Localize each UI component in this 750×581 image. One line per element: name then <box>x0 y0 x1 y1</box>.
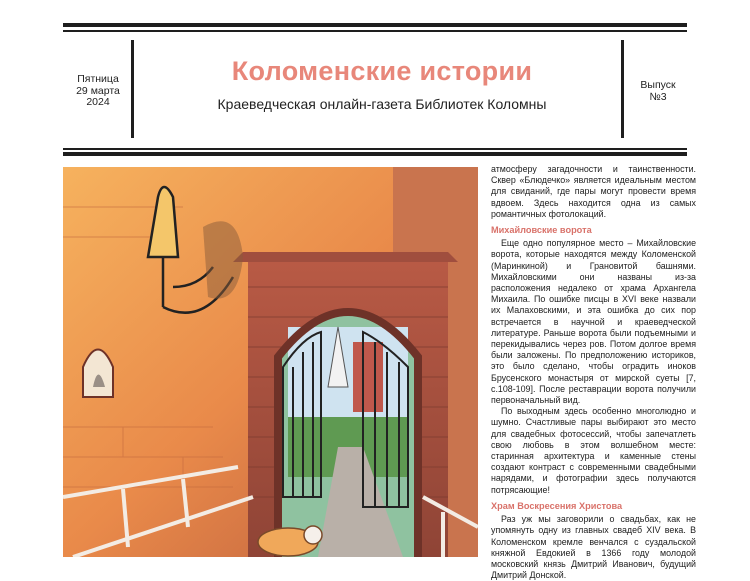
section1-paragraph-1: Еще одно популярное место – Михайловские ворота, которые находятся между Коломенской (Маринкиной) и Грановитой башнями. Михайловскими они названы из-за расположения недалеко от храма Архангела Михаила. По ошибке писцы в XVI веке назвали их Малаховскими, и эта ошибка до сих пор встречается в научной и краеведческой литературе. Раньше ворота были подъемными и перекидывались через ров. Потом долгое время были заложены. По предположению историков, это было сделано, чтобы оградить иноков Брусенского монастыря от мирской суеты [7, с.108-109]. После реставрации ворота получили первоначальный вид. <box>491 238 696 406</box>
gate-illustration-icon <box>63 167 478 557</box>
issue-label: Выпуск <box>640 79 676 91</box>
article-column <box>491 164 696 581</box>
gate-illustration <box>63 167 478 557</box>
issue-number <box>628 80 688 103</box>
top-rule <box>63 23 687 27</box>
date-weekday: Пятница <box>77 73 119 85</box>
left-divider <box>131 40 134 138</box>
section-heading-mikhailovskie: Михайловские ворота <box>491 225 592 236</box>
issue-value: №3 <box>649 90 667 103</box>
bottom-rule-thin <box>63 148 687 150</box>
date-year: 2024 <box>86 96 110 108</box>
date-day: 29 марта <box>76 84 120 97</box>
issue-date <box>68 74 128 109</box>
section-heading-khram: Храм Воскресения Христова <box>491 500 623 511</box>
bottom-rule <box>63 152 687 156</box>
newspaper-subtitle: Краеведческая онлайн-газета Библиотек Коломны <box>217 96 547 112</box>
newspaper-title: Коломенские истории <box>231 56 533 86</box>
article-intro: атмосферу загадочности и таинственности. Сквер «Блюдечко» является идеальным местом для свиданий, где пары могут провести время вдвоем. Здесь находится одна из самых романтичных фотолокаций. <box>491 164 696 219</box>
top-rule-thin <box>63 30 687 32</box>
section1-paragraph-2: По выходным здесь особенно многолюдно и шумно. Счастливые пары выбирают это место для свадебных фотосессий, чтобы запечатлеть свою любовь в этом волшебном месте: старинная архитектура и каменные стены создают контраст с современными свадебными нарядами, и фотографии здесь получаются потрясающие! <box>491 406 696 495</box>
section2-paragraph-1: Раз уж мы заговорили о свадьбах, как не упомянуть одну из главных свадеб XIV века. В Коломенском кремле венчался с суздальской княжной Евдокией в 1366 году молодой московский князь Дмитрий Иванович, будущий Дмитрий Донской. <box>491 514 696 581</box>
right-divider <box>621 40 624 138</box>
